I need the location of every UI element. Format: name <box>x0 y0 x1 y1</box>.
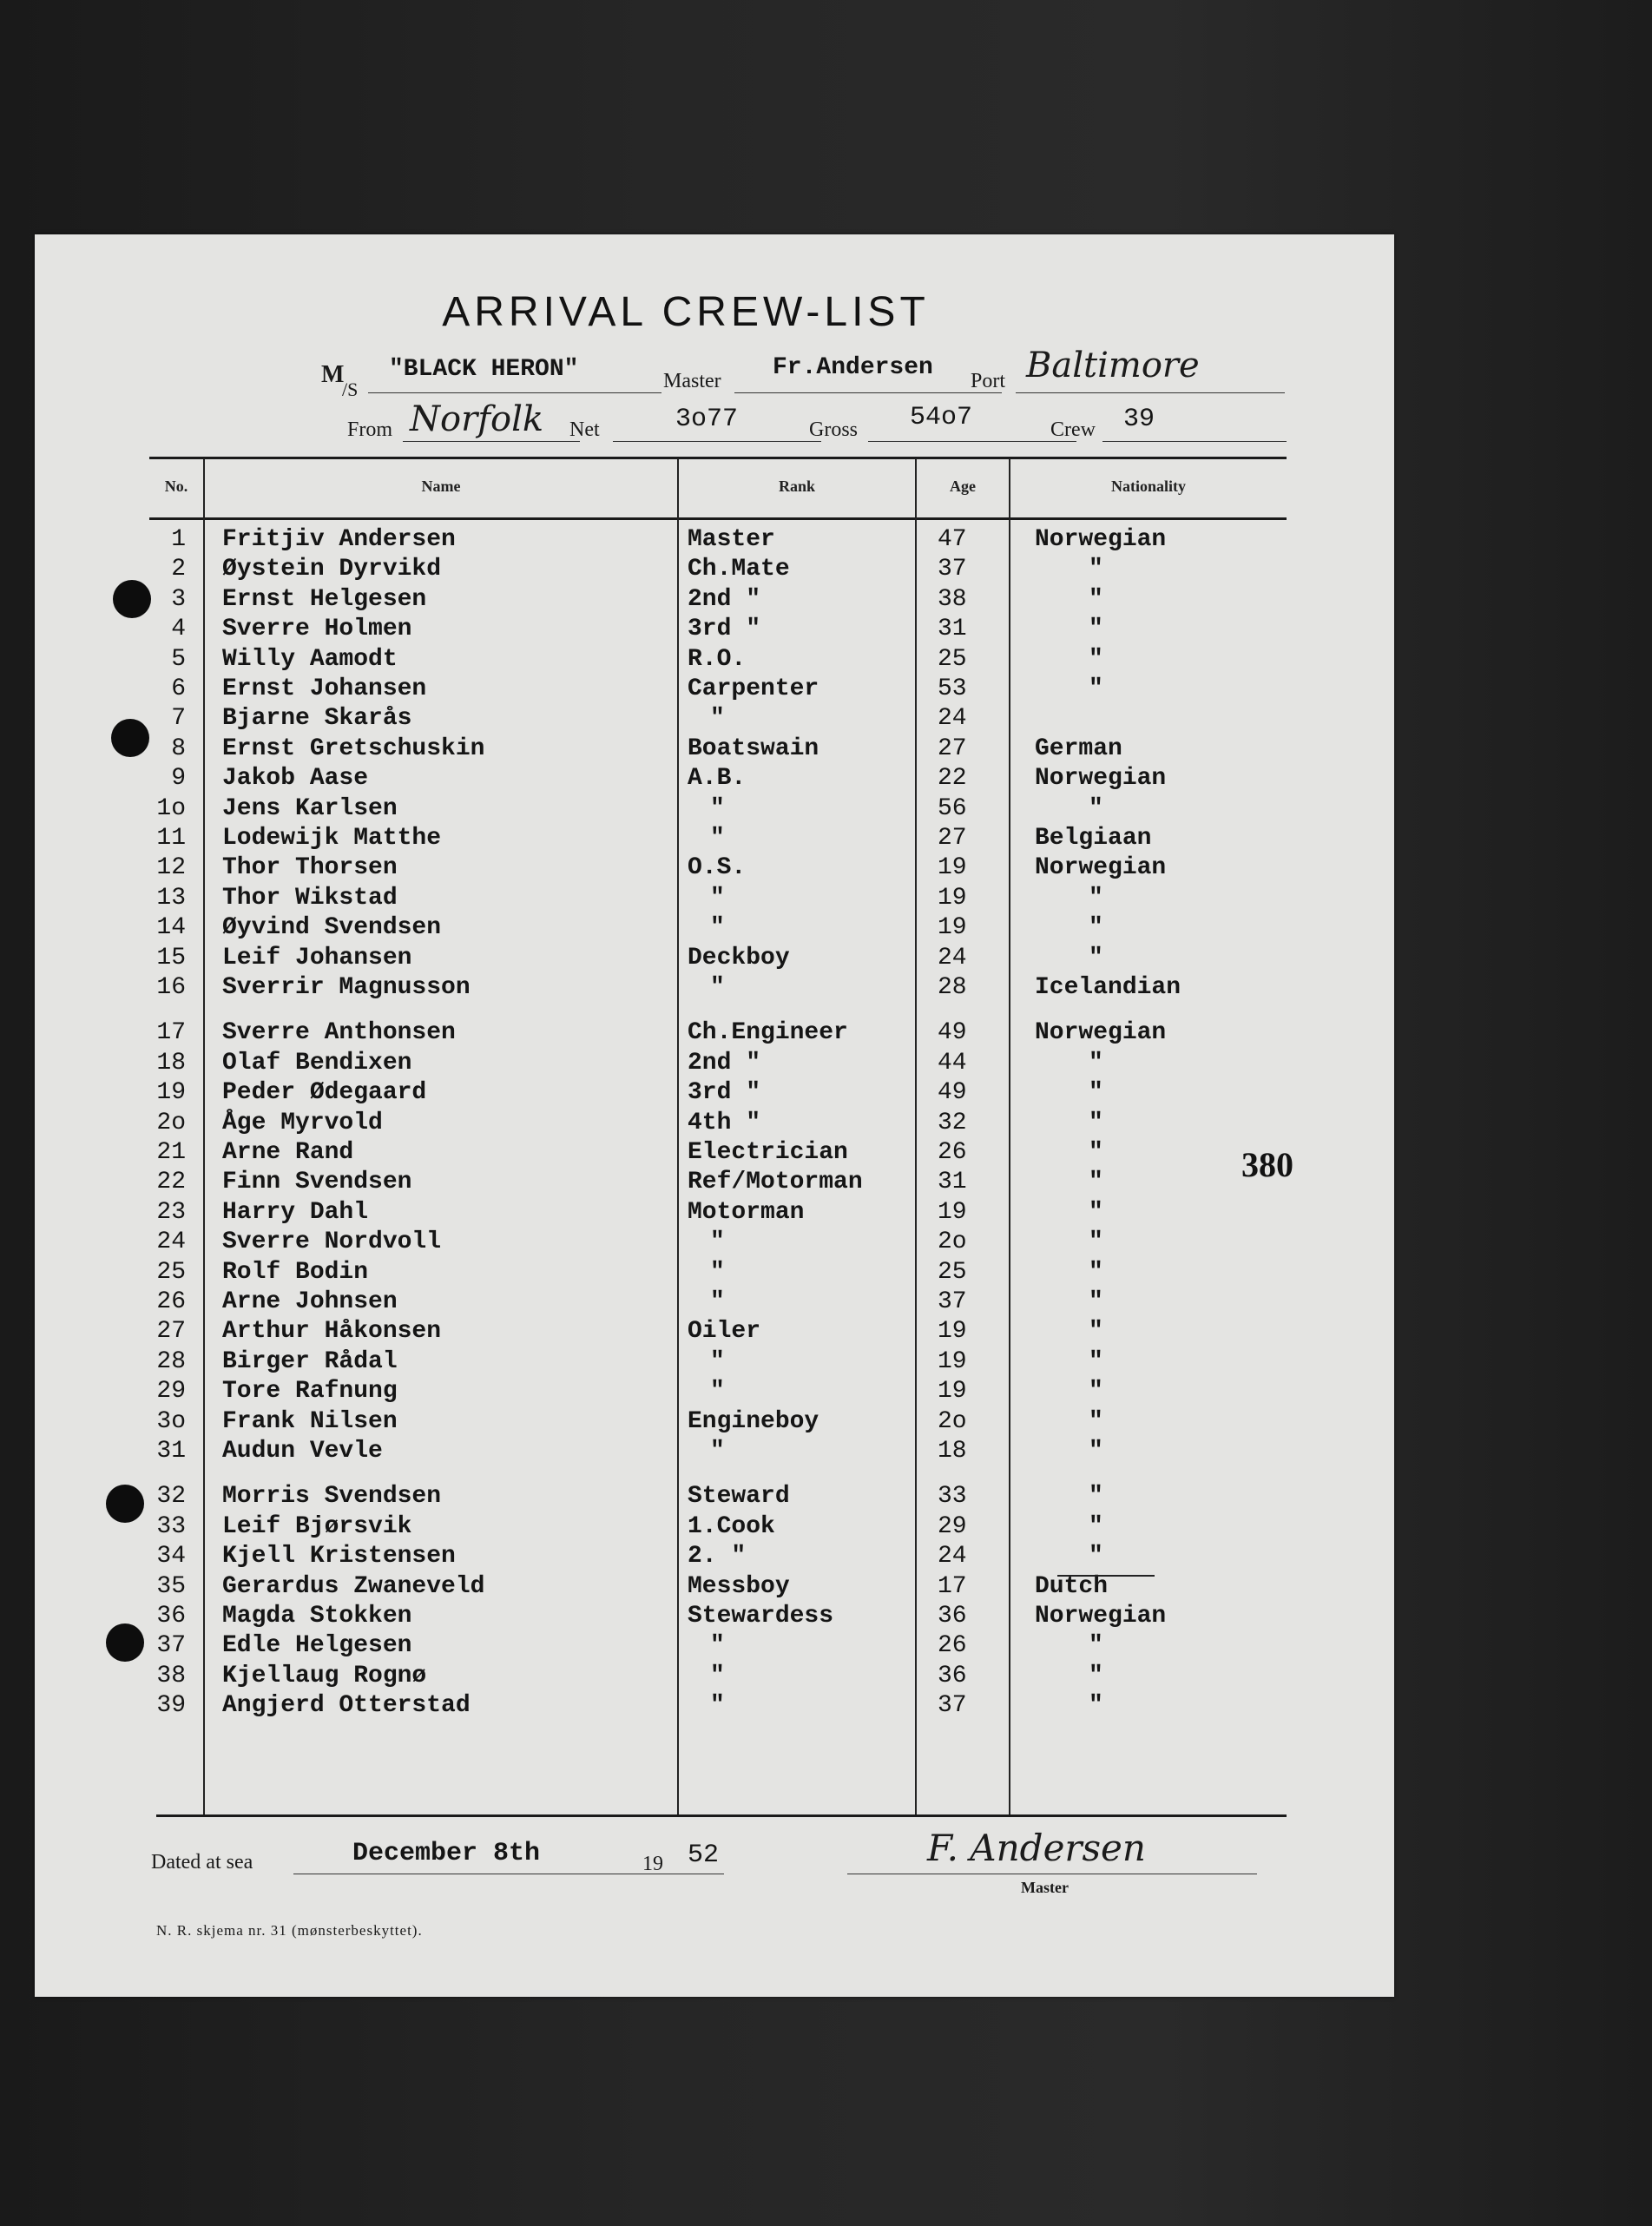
crew-rank: " <box>710 1438 725 1465</box>
crew-age: 31 <box>938 616 967 642</box>
crew-rank: Ch.Mate <box>688 556 790 583</box>
crew-age: 28 <box>938 974 967 1001</box>
crew-age: 22 <box>938 765 967 792</box>
vessel-name: "BLACK HERON" <box>389 356 579 383</box>
net-underline <box>613 441 821 442</box>
vessel-prefix-m: M <box>321 361 345 388</box>
crew-rank: " <box>710 1663 725 1689</box>
gross-underline <box>868 441 1076 442</box>
crew-name: Bjarne Skarås <box>222 705 412 732</box>
crew-age: 19 <box>938 854 967 881</box>
crew-age: 19 <box>938 914 967 941</box>
crew-number: 13 <box>156 885 186 912</box>
crew-name: Gerardus Zwaneveld <box>222 1573 485 1600</box>
crew-nationality: " <box>1089 1318 1103 1345</box>
crew-number: 36 <box>156 1603 186 1630</box>
crew-count: 39 <box>1123 405 1155 434</box>
crew-nationality: " <box>1089 1378 1103 1405</box>
crew-age: 25 <box>938 646 967 673</box>
gross-value: 54o7 <box>910 403 973 432</box>
crew-age: 19 <box>938 1199 967 1226</box>
net-value: 3o77 <box>675 405 739 434</box>
column-header-rank: Rank <box>778 477 816 495</box>
crew-number: 39 <box>156 1692 186 1719</box>
crew-nationality: " <box>1089 1513 1103 1540</box>
crew-rank: R.O. <box>688 646 747 673</box>
crew-nationality: " <box>1089 914 1103 941</box>
crew-age: 2o <box>938 1408 967 1435</box>
crew-age: 18 <box>938 1438 967 1465</box>
crew-name: Peder Ødegaard <box>222 1079 427 1106</box>
crew-rank: 1.Cook <box>688 1513 775 1540</box>
crew-number: 2 <box>171 556 186 583</box>
punch-hole <box>111 719 149 757</box>
crew-nationality: " <box>1089 1139 1103 1166</box>
crew-nationality: Norwegian <box>1035 765 1167 792</box>
crew-name: Edle Helgesen <box>222 1632 412 1659</box>
crew-rank: 2nd " <box>688 586 761 613</box>
crew-age: 32 <box>938 1110 967 1136</box>
crew-name: Angjerd Otterstad <box>222 1692 471 1719</box>
crew-rank: Deckboy <box>688 945 790 971</box>
crew-nationality: " <box>1089 1288 1103 1315</box>
crew-nationality: " <box>1089 675 1103 702</box>
crew-number: 38 <box>156 1663 186 1689</box>
master-signature: F. Andersen <box>927 1827 1146 1869</box>
crew-nationality: " <box>1089 1692 1103 1719</box>
from-label: From <box>347 418 393 441</box>
crew-name: Birger Rådal <box>222 1348 398 1375</box>
crew-name: Magda Stokken <box>222 1603 412 1630</box>
from-value: Norfolk <box>410 399 544 439</box>
crew-age: 26 <box>938 1139 967 1166</box>
crew-name: Willy Aamodt <box>222 646 398 673</box>
crew-name: Sverre Anthonsen <box>222 1019 456 1046</box>
crew-name: Rolf Bodin <box>222 1259 369 1286</box>
crew-name: Øystein Dyrvikd <box>222 556 442 583</box>
crew-rank: 4th " <box>688 1110 761 1136</box>
crew-nationality: " <box>1089 795 1103 822</box>
crew-number: 1 <box>171 526 186 553</box>
crew-number: 33 <box>156 1513 186 1540</box>
crew-list-sheet <box>35 234 1394 1997</box>
crew-age: 19 <box>938 1378 967 1405</box>
crew-number: 26 <box>156 1288 186 1315</box>
crew-name: Ernst Gretschuskin <box>222 735 485 762</box>
crew-number: 21 <box>156 1139 186 1166</box>
crew-age: 33 <box>938 1483 967 1510</box>
crew-rank: " <box>710 825 725 852</box>
gross-label: Gross <box>809 418 859 441</box>
crew-name: Jakob Aase <box>222 765 369 792</box>
crew-age: 31 <box>938 1169 967 1195</box>
table-bottom-rule <box>156 1814 1287 1817</box>
crew-rank: " <box>710 1288 725 1315</box>
crew-name: Tore Rafnung <box>222 1378 398 1405</box>
crew-name: Thor Thorsen <box>222 854 398 881</box>
crew-nationality: " <box>1089 1110 1103 1136</box>
crew-number: 19 <box>156 1079 186 1106</box>
crew-age: 47 <box>938 526 967 553</box>
crew-nationality: " <box>1089 1438 1103 1465</box>
year-value: 52 <box>688 1841 720 1870</box>
crew-nationality: " <box>1089 556 1103 583</box>
crew-name: Morris Svendsen <box>222 1483 442 1510</box>
crew-nationality: " <box>1089 1348 1103 1375</box>
crew-age: 24 <box>938 945 967 971</box>
form-note: N. R. skjema nr. 31 (mønsterbeskyttet). <box>156 1922 423 1939</box>
crew-nationality: " <box>1089 1259 1103 1286</box>
crew-number: 35 <box>156 1573 186 1600</box>
net-label: Net <box>569 418 600 441</box>
crew-name: Arne Rand <box>222 1139 354 1166</box>
table-top-rule <box>149 457 1287 459</box>
crew-rank: O.S. <box>688 854 747 881</box>
crew-nationality: " <box>1089 1169 1103 1195</box>
crew-label: Crew <box>1050 418 1096 441</box>
crew-rank: 2nd " <box>688 1050 761 1077</box>
crew-number: 17 <box>156 1019 186 1046</box>
crew-rank: " <box>710 1378 725 1405</box>
crew-age: 19 <box>938 885 967 912</box>
crew-rank: 2. " <box>688 1543 747 1570</box>
crew-nationality: " <box>1089 1050 1103 1077</box>
crew-nationality: " <box>1089 1199 1103 1226</box>
date-value: December 8th <box>352 1839 541 1868</box>
crew-number: 34 <box>156 1543 186 1570</box>
crew-nationality: Norwegian <box>1035 1019 1167 1046</box>
crew-number: 7 <box>171 705 186 732</box>
crew-age: 37 <box>938 1692 967 1719</box>
crew-nationality: Dutch <box>1035 1573 1109 1600</box>
crew-rank: Steward <box>688 1483 790 1510</box>
master-underline <box>734 392 1002 393</box>
crew-rank: " <box>710 1259 725 1286</box>
crew-name: Åge Myrvold <box>222 1110 383 1136</box>
crew-number: 9 <box>171 765 186 792</box>
crew-rank: " <box>710 1632 725 1659</box>
crew-name: Sverre Holmen <box>222 616 412 642</box>
crew-name: Frank Nilsen <box>222 1408 398 1435</box>
crew-rank: " <box>710 885 725 912</box>
table-header-rule <box>149 517 1287 520</box>
crew-rank: 3rd " <box>688 1079 761 1106</box>
crew-rank: Engineboy <box>688 1408 819 1435</box>
crew-rank: " <box>710 1228 725 1255</box>
crew-name: Audun Vevle <box>222 1438 383 1465</box>
crew-name: Fritjiv Andersen <box>222 526 456 553</box>
signature-master-label: Master <box>1021 1879 1069 1896</box>
port-underline <box>1016 392 1285 393</box>
crew-age: 26 <box>938 1632 967 1659</box>
crew-name: Olaf Bendixen <box>222 1050 412 1077</box>
crew-nationality: Norwegian <box>1035 1603 1167 1630</box>
crew-rank: Stewardess <box>688 1603 834 1630</box>
crew-rank: " <box>710 974 725 1001</box>
crew-nationality: Belgiaan <box>1035 825 1152 852</box>
crew-number: 23 <box>156 1199 186 1226</box>
crew-name: Kjell Kristensen <box>222 1543 456 1570</box>
crew-number: 25 <box>156 1259 186 1286</box>
crew-underline <box>1102 441 1287 442</box>
crew-rank: Oiler <box>688 1318 761 1345</box>
page-number: 380 <box>1241 1145 1293 1184</box>
crew-rank: " <box>710 1348 725 1375</box>
crew-number: 22 <box>156 1169 186 1195</box>
crew-name: Lodewijk Matthe <box>222 825 442 852</box>
port-value: Baltimore <box>1026 346 1200 385</box>
crew-number: 1o <box>156 795 186 822</box>
crew-name: Thor Wikstad <box>222 885 398 912</box>
punch-hole <box>106 1485 144 1523</box>
port-label: Port <box>971 370 1006 392</box>
crew-name: Finn Svendsen <box>222 1169 412 1195</box>
crew-age: 17 <box>938 1573 967 1600</box>
column-header-name: Name <box>421 477 461 495</box>
crew-nationality: " <box>1089 586 1103 613</box>
crew-number: 3o <box>156 1408 186 1435</box>
crew-age: 2o <box>938 1228 967 1255</box>
crew-nationality: " <box>1089 1079 1103 1106</box>
crew-age: 44 <box>938 1050 967 1077</box>
crew-rank: Boatswain <box>688 735 819 762</box>
crew-age: 37 <box>938 556 967 583</box>
crew-age: 24 <box>938 705 967 732</box>
master-label: Master <box>663 370 721 392</box>
crew-number: 2o <box>156 1110 186 1136</box>
crew-age: 27 <box>938 735 967 762</box>
crew-age: 24 <box>938 1543 967 1570</box>
crew-rank: Motorman <box>688 1199 805 1226</box>
document-title: ARRIVAL CREW-LIST <box>442 289 930 335</box>
crew-number: 14 <box>156 914 186 941</box>
crew-nationality: " <box>1089 1483 1103 1510</box>
crew-name: Jens Karlsen <box>222 795 398 822</box>
crew-nationality: " <box>1089 646 1103 673</box>
column-header-no: No. <box>164 477 188 495</box>
crew-rank: Messboy <box>688 1573 790 1600</box>
crew-number: 28 <box>156 1348 186 1375</box>
crew-nationality: Icelandian <box>1035 974 1181 1001</box>
crew-number: 29 <box>156 1378 186 1405</box>
column-divider-name <box>677 458 679 1814</box>
crew-name: Leif Bjørsvik <box>222 1513 412 1540</box>
crew-rank: Electrician <box>688 1139 848 1166</box>
crew-age: 36 <box>938 1663 967 1689</box>
crew-number: 24 <box>156 1228 186 1255</box>
column-divider-no <box>203 458 205 1814</box>
crew-name: Sverre Nordvoll <box>222 1228 442 1255</box>
crew-age: 25 <box>938 1259 967 1286</box>
crew-number: 27 <box>156 1318 186 1345</box>
crew-rank: Master <box>688 526 775 553</box>
crew-number: 15 <box>156 945 186 971</box>
crew-number: 16 <box>156 974 186 1001</box>
crew-name: Ernst Helgesen <box>222 586 427 613</box>
crew-rank: A.B. <box>688 765 747 792</box>
crew-rank: Carpenter <box>688 675 819 702</box>
crew-rank: " <box>710 705 725 732</box>
crew-name: Arthur Håkonsen <box>222 1318 442 1345</box>
crew-number: 18 <box>156 1050 186 1077</box>
crew-age: 49 <box>938 1019 967 1046</box>
column-header-nationality: Nationality <box>1110 477 1186 495</box>
punch-hole <box>113 580 151 618</box>
crew-name: Leif Johansen <box>222 945 412 971</box>
crew-name: Kjellaug Rognø <box>222 1663 427 1689</box>
from-underline <box>403 441 580 442</box>
master-name: Fr.Andersen <box>773 354 933 381</box>
crew-nationality: German <box>1035 735 1122 762</box>
crew-rank: " <box>710 914 725 941</box>
crew-nationality: " <box>1089 945 1103 971</box>
crew-rank: " <box>710 1692 725 1719</box>
crew-number: 5 <box>171 646 186 673</box>
crew-age: 27 <box>938 825 967 852</box>
crew-age: 29 <box>938 1513 967 1540</box>
crew-age: 56 <box>938 795 967 822</box>
crew-nationality: " <box>1089 1228 1103 1255</box>
vessel-underline <box>368 392 661 393</box>
crew-name: Ernst Johansen <box>222 675 427 702</box>
crew-number: 6 <box>171 675 186 702</box>
crew-nationality: " <box>1089 1632 1103 1659</box>
crew-number: 37 <box>156 1632 186 1659</box>
crew-name: Harry Dahl <box>222 1199 369 1226</box>
crew-number: 4 <box>171 616 186 642</box>
crew-number: 31 <box>156 1438 186 1465</box>
crew-name: Sverrir Magnusson <box>222 974 471 1001</box>
crew-rank: Ch.Engineer <box>688 1019 848 1046</box>
crew-rank: Ref/Motorman <box>688 1169 863 1195</box>
column-divider-age <box>1009 458 1010 1814</box>
crew-nationality: " <box>1089 1663 1103 1689</box>
crew-rank: 3rd " <box>688 616 761 642</box>
crew-age: 36 <box>938 1603 967 1630</box>
crew-name: Øyvind Svendsen <box>222 914 442 941</box>
column-divider-rank <box>915 458 917 1814</box>
crew-number: 8 <box>171 735 186 762</box>
crew-number: 12 <box>156 854 186 881</box>
punch-hole <box>106 1623 144 1662</box>
crew-nationality: " <box>1089 885 1103 912</box>
crew-nationality: " <box>1089 616 1103 642</box>
crew-number: 3 <box>171 586 186 613</box>
column-header-age: Age <box>950 477 976 495</box>
year-prefix: 19 <box>642 1853 663 1875</box>
crew-nationality: Norwegian <box>1035 526 1167 553</box>
crew-number: 32 <box>156 1483 186 1510</box>
crew-nationality: " <box>1089 1543 1103 1570</box>
crew-nationality: Norwegian <box>1035 854 1167 881</box>
crew-nationality: " <box>1089 1408 1103 1435</box>
strikethrough-mark <box>1057 1575 1155 1577</box>
crew-age: 49 <box>938 1079 967 1106</box>
crew-age: 19 <box>938 1348 967 1375</box>
crew-name: Arne Johnsen <box>222 1288 398 1315</box>
crew-age: 37 <box>938 1288 967 1315</box>
dated-label: Dated at sea <box>151 1851 253 1874</box>
crew-age: 38 <box>938 586 967 613</box>
crew-age: 19 <box>938 1318 967 1345</box>
crew-rank: " <box>710 795 725 822</box>
vessel-prefix-s: /S <box>342 379 359 400</box>
crew-number: 11 <box>156 825 186 852</box>
crew-age: 53 <box>938 675 967 702</box>
